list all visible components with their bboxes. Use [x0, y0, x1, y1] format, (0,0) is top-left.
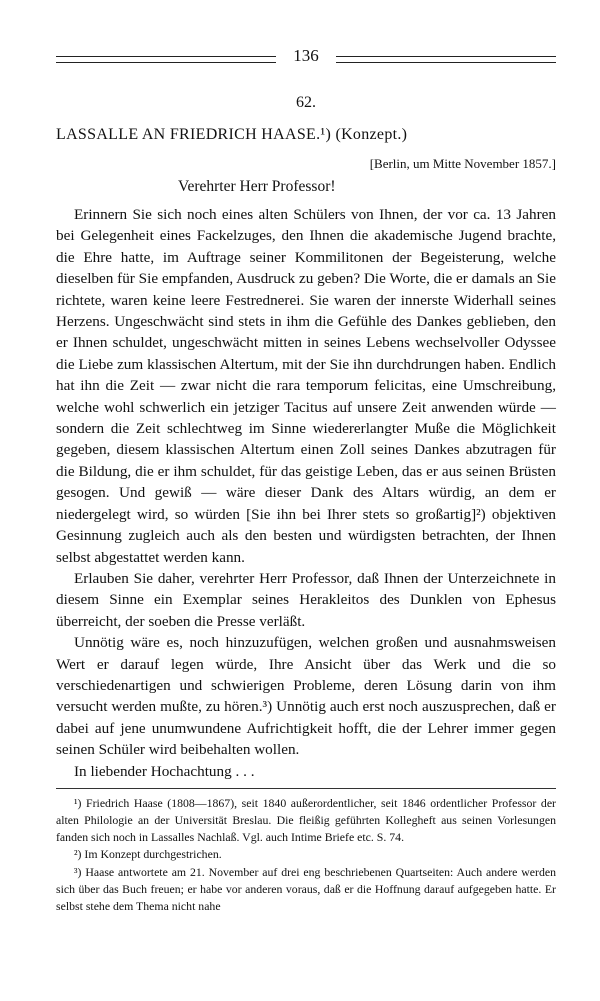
footnote: ³) Haase antwortete am 21. November auf drei eng beschriebenen Quartseiten: Auch andere werden sich über das Buch freuen; er habe vor anderen voraus, daß er die Hoffnung darauf aufgegeben hatte. Er selbst stehe dem Thema nicht nahe	[56, 864, 556, 914]
footnote: ¹) Friedrich Haase (1808—1867), seit 1840 außerordentlicher, seit 1846 ordentlicher Professor der alten Philologie an der Universität Breslau. Die fleißig geführten Kollegheft aus seinen Vorlesungen fanden sich noch in Lassalles Nachlaß. Vgl. auch Intime Briefe etc. S. 74.	[56, 795, 556, 845]
page-number: 136	[293, 46, 319, 65]
footnote-rule	[56, 788, 556, 789]
header-rule-right	[336, 56, 556, 63]
paragraph: Erlauben Sie daher, verehrter Herr Professor, daß Ihnen der Unterzeichnete in diesem Sinne ein Exemplar seines Herakleitos des Dunklen von Ephesus überreicht, der soeben die Presse verläßt.	[56, 569, 556, 630]
book-page	[56, 44, 556, 916]
paragraph: Erinnern Sie sich noch eines alten Schülers von Ihnen, der vor ca. 13 Jahren bei Gelegenheit eines Fackelzuges, den Ihnen die akademische Jugend brachte, die Ehre hatte, im Auftrage seiner Kommilitonen der Begeisterung, welche dieselben für Sie empfanden, Ausdruck zu geben? Die Worte, die er damals an Sie richtete, waren keine leere Festrednerei. Sie waren der innerste Widerhall seines Herzens. Ungeschwächt sind stets in ihm die Gefühle des Dankes geblieben, den er Ihnen schuldet, ungeschwächt mitten in seines Lebens wechselvoller Odyssee die Liebe zum klassischen Altertum, mit der Sie ihn durchdrungen haben. Endlich hat ihn die Zeit — zwar nicht die rara temporum felicitas, eine Umschreibung, welche wohl schwerlich ein jetziger Tacitus auf unsere Zeit anwenden würde — sondern die Zeit schlechtweg im Sinne wiedererlangter Muße die Möglichkeit gegeben, diesem klassischen Altertum einen Zoll seines Dankes abzutragen für die Bildung, die er ihm schuldet, für das geistige Leben, das er aus seinen Brüsten gesogen. Und gewiß — wäre dieser Dank des Altars würdig, an dem er niedergelegt wird, so würden [Sie ihn bei Ihrer stets so großartig]²) objektiven Gesinnung zugleich auch als den besten und würdigsten betrachten, der Ihnen selbst abgestattet werden kann.	[56, 206, 556, 566]
paragraph: Unnötig wäre es, noch hinzuzufügen, welchen großen und ausnahmsweisen Wert er darauf legen würde, Ihre Ansicht über das Werk und die so verschiedenartigen und schwierigen Probleme, deren Lösung darin von ihm versucht werden mußte, zu hören.³) Unnötig auch erst noch auszusprechen, daß er dabei auf jene unumwundene Aufrichtigkeit hofft, die der Lehrer immer gegen seinen Schüler wird beibehalten wollen.	[56, 634, 556, 759]
footnote: ²) Im Konzept durchgestrichen.	[74, 847, 222, 862]
letter-title: LASSALLE AN FRIEDRICH HAASE.¹) (Konzept.)	[56, 126, 408, 143]
footnotes	[56, 795, 556, 916]
letter-body	[56, 204, 556, 761]
page-header	[56, 44, 556, 74]
dateline: [Berlin, um Mitte November 1857.]	[369, 156, 556, 171]
salutation: Verehrter Herr Professor!	[178, 178, 336, 195]
closing: In liebender Hochachtung . . .	[74, 762, 255, 780]
letter-number: 62.	[296, 94, 316, 111]
